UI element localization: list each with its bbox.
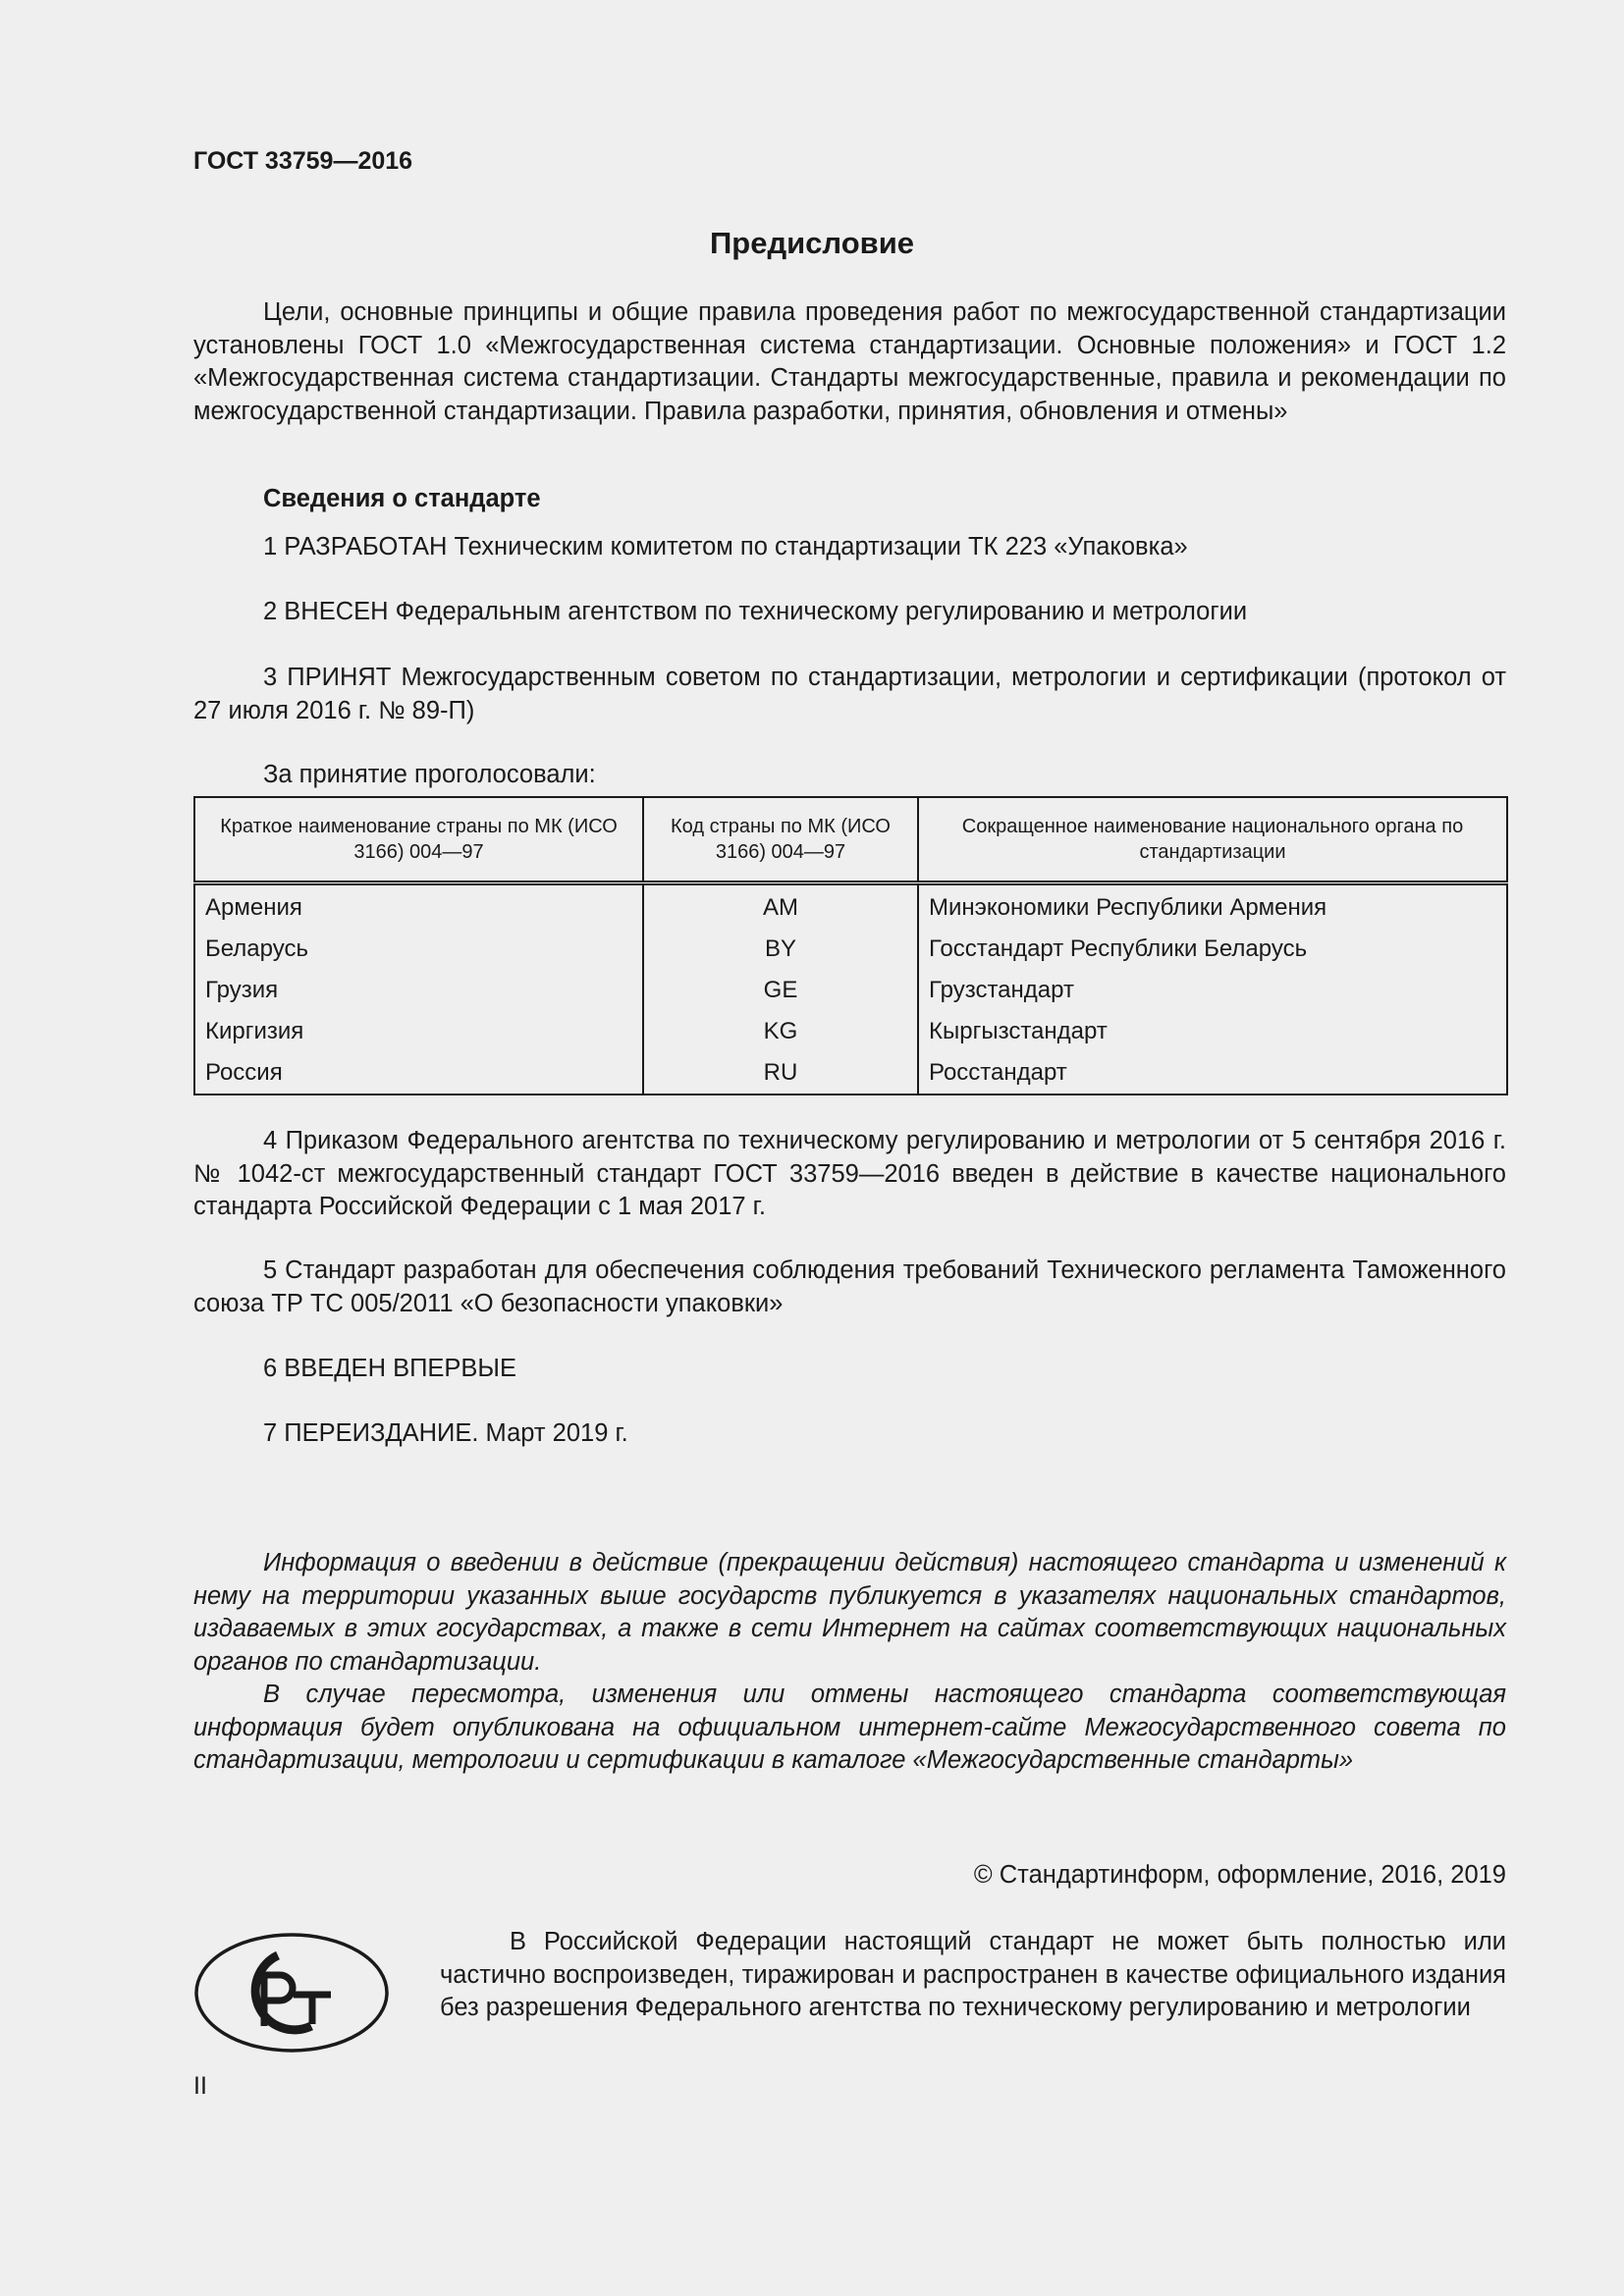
item-7: 7 ПЕРЕИЗДАНИЕ. Март 2019 г. xyxy=(263,1419,628,1447)
table-row xyxy=(194,929,1507,970)
body-cell: Госстандарт Республики Беларусь xyxy=(918,929,1507,970)
country-cell: Грузия xyxy=(194,970,643,1011)
intro-paragraph: Цели, основные принципы и общие правила проведения работ по межгосударственной стандартизации установлены ГОСТ 1.0 «Межгосударственная система стандартизации. Основные положения» и ГОСТ 1.2 «Межгосударственная система стандартизации. Стандарты межгосударственные, правила и рекомендации по межгосударственной стандартизации. Правила разработки, принятия, обновления и отмены» xyxy=(193,298,1506,425)
code-cell: GE xyxy=(643,970,918,1011)
info-heading: Сведения о стандарте xyxy=(263,485,541,512)
item-1: 1 РАЗРАБОТАН Техническим комитетом по стандартизации ТК 223 «Упаковка» xyxy=(263,533,1188,561)
table-row xyxy=(194,883,1507,930)
votes-label: За принятие проголосовали: xyxy=(263,761,596,788)
col-header-body: Сокращенное наименование национального органа по стандартизации xyxy=(918,797,1507,883)
item-3: 3 ПРИНЯТ Межгосударственным советом по стандартизации, метрологии и сертификации (протокол от 27 июля 2016 г. № 89-П) xyxy=(193,664,1506,724)
notice-paragraph-1: Информация о введении в действие (прекращении действия) настоящего стандарта и изменений к нему на территории указанных выше государств публикуется в указателях национальных стандартов, издаваемых в этих государствах, а также в сети Интернет на сайтах соответствующих национальных органов по стандартизации. xyxy=(193,1549,1506,1676)
table-header-row xyxy=(194,797,1507,883)
country-cell: Армения xyxy=(194,883,643,930)
country-cell: Россия xyxy=(194,1052,643,1095)
item-2: 2 ВНЕСЕН Федеральным агентством по техническому регулированию и метрологии xyxy=(263,598,1248,625)
col-header-code: Код страны по МК (ИСО 3166) 004—97 xyxy=(643,797,918,883)
code-cell: BY xyxy=(643,929,918,970)
code-cell: KG xyxy=(643,1011,918,1052)
col-header-country: Краткое наименование страны по МК (ИСО 3166) 004—97 xyxy=(194,797,643,883)
rights-notice: В Российской Федерации настоящий стандарт не может быть полностью или частично воспроизведен, тиражирован и распространен в качестве официального издания без разрешения Федерального агентства по техническому регулированию и метрологии xyxy=(440,1928,1506,2021)
code-cell: AM xyxy=(643,883,918,930)
item-5: 5 Стандарт разработан для обеспечения соблюдения требований Технического регламента Таможенного союза ТР ТС 005/2011 «О безопасности упаковки» xyxy=(193,1256,1506,1317)
page-title: Предисловие xyxy=(709,226,914,260)
country-cell: Киргизия xyxy=(194,1011,643,1052)
table-row xyxy=(194,970,1507,1011)
item-4: 4 Приказом Федерального агентства по техническому регулированию и метрологии от 5 сентября 2016 г. № 1042-ст межгосударственный стандарт ГОСТ 33759—2016 введен в действие в качестве национального стандарта Российской Федерации с 1 мая 2017 г. xyxy=(193,1127,1506,1220)
body-cell: Грузстандарт xyxy=(918,970,1507,1011)
body-cell: Кыргызстандарт xyxy=(918,1011,1507,1052)
rst-certification-mark-icon xyxy=(193,1932,390,2054)
page-number: II xyxy=(193,2072,207,2100)
code-cell: RU xyxy=(643,1052,918,1095)
table-row xyxy=(194,1011,1507,1052)
item-6: 6 ВВЕДЕН ВПЕРВЫЕ xyxy=(263,1355,517,1382)
notice-paragraph-2: В случае пересмотра, изменения или отмены настоящего стандарта соответствующая информация будет опубликована на официальном интернет-сайте Межгосударственного совета по стандартизации, метрологии и сертификации в каталоге «Межгосударственные стандарты» xyxy=(193,1681,1506,1774)
document-header: ГОСТ 33759—2016 xyxy=(193,147,413,175)
table-row xyxy=(194,1052,1507,1095)
body-cell: Минэкономики Республики Армения xyxy=(918,883,1507,930)
body-cell: Росстандарт xyxy=(918,1052,1507,1095)
copyright-line: © Стандартинформ, оформление, 2016, 2019 xyxy=(973,1861,1506,1889)
country-cell: Беларусь xyxy=(194,929,643,970)
votes-table xyxy=(193,796,1508,1095)
